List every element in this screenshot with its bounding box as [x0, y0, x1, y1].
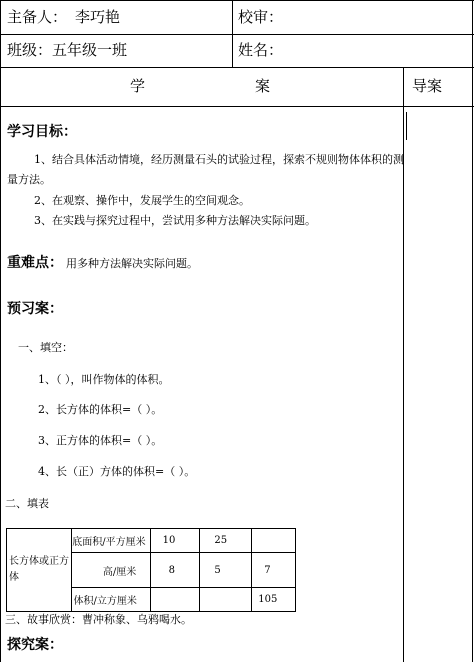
frame-left: [0, 0, 1, 662]
plan-heading-char2: 案: [255, 77, 271, 95]
table-cell: 10: [150, 529, 200, 553]
table-row-header-text: 长方体或正方体: [9, 556, 69, 583]
key-points-text: 用多种方法解决实际问题。: [66, 257, 198, 270]
reviewer-label: 校审：: [238, 8, 284, 26]
objectives-heading: 学习目标：: [7, 124, 77, 140]
table-row-label: 高/厘米: [71, 553, 150, 588]
table-cell: 8: [150, 553, 200, 588]
fill-blank-title: 一、填空：: [18, 341, 73, 354]
name-label: 姓名：: [238, 41, 284, 59]
table-row-header: [7, 529, 72, 612]
key-points-heading: 重难点：: [7, 255, 63, 271]
question-4: 4、长（正）方体的体积=（ ）。: [38, 465, 196, 478]
preparer-name: 李巧艳: [75, 8, 121, 26]
story-line: 三、故事欣赏：曹冲称象、乌鸦喝水。: [5, 613, 192, 626]
table-title: 二、填表: [5, 497, 49, 510]
preview-heading: 预习案：: [7, 301, 63, 317]
table-row-label: 底面积/平方厘米: [71, 529, 150, 553]
frame-right: [472, 0, 473, 662]
objective-3: 3、在实践与探究过程中，尝试用多种方法解决实际问题。: [34, 214, 316, 227]
table-cell: 105: [252, 588, 296, 612]
table-cell: 5: [200, 553, 252, 588]
class-label: 班级：: [7, 41, 53, 59]
table-cell: [200, 588, 252, 612]
explore-heading: 探究案：: [7, 637, 63, 653]
table-row-label: 体积/立方厘米: [71, 588, 150, 612]
question-1: 1、（ ），叫作物体的体积。: [38, 373, 170, 386]
table-cell: [150, 588, 200, 612]
class-value: 五年级一班: [52, 41, 128, 59]
objective-2: 2、在观察、操作中，发展学生的空间观念。: [34, 194, 250, 207]
guide-column-divider-inner: [406, 112, 407, 140]
objective-1-line2: 量方法。: [7, 173, 51, 186]
frame-top: [0, 0, 474, 1]
table-cell: 7: [252, 553, 296, 588]
preparer-label: 主备人：: [7, 8, 68, 26]
objective-1-line1: 1、结合具体活动情境，经历测量石头的试验过程，探索不规则物体体积的测: [34, 153, 404, 166]
table-cell: 25: [200, 529, 252, 553]
plan-heading-char1: 学: [130, 77, 146, 95]
row1-divider: [0, 34, 474, 35]
header-column-divider: [232, 0, 233, 67]
question-2: 2、长方体的体积=（ ）。: [38, 403, 163, 416]
table-cell: [252, 529, 296, 553]
question-3: 3、正方体的体积=（ ）。: [38, 434, 163, 447]
volume-table: [6, 528, 296, 612]
guide-heading: 导案: [412, 77, 443, 95]
